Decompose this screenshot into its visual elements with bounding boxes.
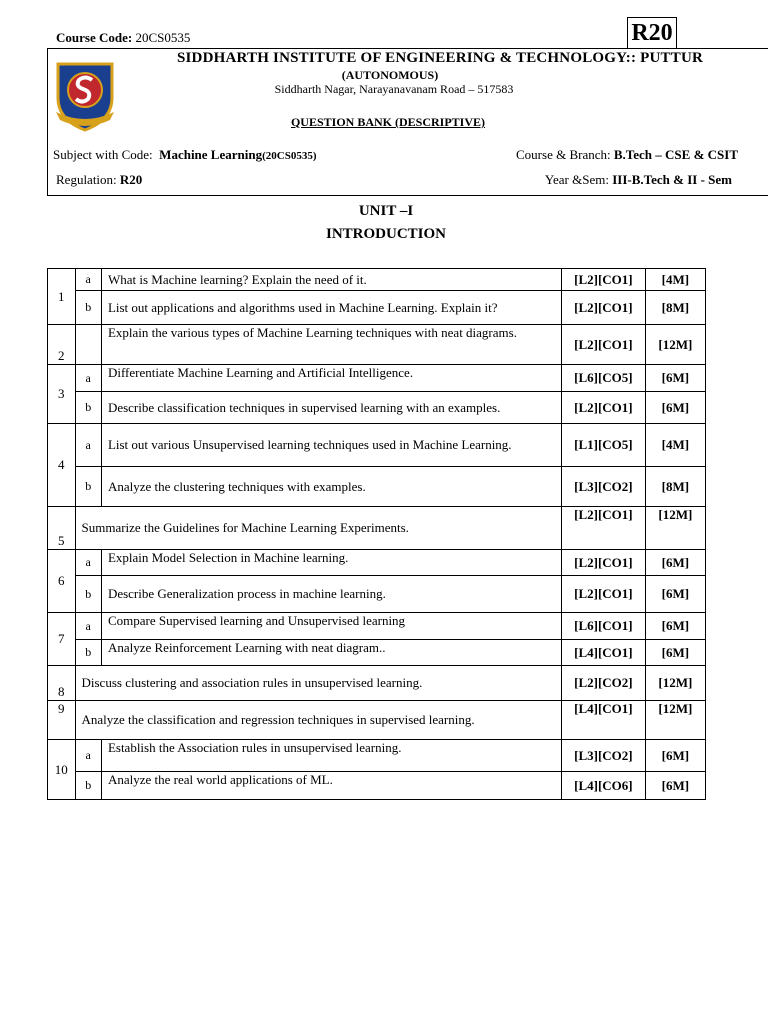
question-sub: b — [75, 772, 101, 800]
question-sub: a — [75, 365, 101, 392]
question-row — [48, 507, 706, 550]
question-sub: b — [75, 576, 101, 613]
question-level: [L2][CO1] — [562, 291, 646, 325]
question-text: Analyze the real world applications of ML. — [101, 772, 561, 800]
question-sub: b — [75, 640, 101, 666]
question-row — [48, 550, 706, 576]
autonomous-label: (AUTONOMOUS) — [341, 68, 439, 82]
regulation-info — [56, 172, 142, 188]
question-marks: [6M] — [645, 772, 705, 800]
question-level: [L6][CO5] — [562, 365, 646, 392]
question-number: 8 — [48, 666, 76, 701]
question-sub: b — [75, 392, 101, 424]
question-sub: a — [75, 740, 101, 772]
question-level: [L4][CO1] — [562, 701, 646, 740]
question-text: Analyze the classification and regression techniques in supervised learning. — [75, 701, 562, 740]
question-row — [48, 701, 706, 740]
question-number: 2 — [48, 325, 76, 365]
question-marks: [6M] — [645, 640, 705, 666]
branch-label: Course & Branch: — [516, 147, 611, 162]
subject-label: Subject with Code: — [53, 147, 153, 162]
question-level: [L2][CO2] — [562, 666, 646, 701]
question-marks: [6M] — [645, 613, 705, 640]
institute-address: Siddharth Nagar, Narayanavanam Road – 517583 — [274, 82, 514, 96]
question-number: 6 — [48, 550, 76, 613]
regulation-label: Regulation: — [56, 172, 117, 187]
question-sub: a — [75, 613, 101, 640]
question-marks: [6M] — [645, 740, 705, 772]
question-number: 5 — [48, 507, 76, 550]
question-row — [48, 666, 706, 701]
course-code — [56, 30, 190, 46]
question-level: [L3][CO2] — [562, 467, 646, 507]
question-sub: a — [75, 269, 101, 291]
question-text: Summarize the Guidelines for Machine Learning Experiments. — [75, 507, 562, 550]
question-sub — [75, 325, 101, 365]
question-marks: [8M] — [645, 467, 705, 507]
document-title: QUESTION BANK (DESCRIPTIVE) — [290, 115, 486, 129]
question-text: What is Machine learning? Explain the need of it. — [101, 269, 561, 291]
question-level: [L2][CO1] — [562, 507, 646, 550]
question-level: [L3][CO2] — [562, 740, 646, 772]
question-marks: [6M] — [645, 576, 705, 613]
question-text: Establish the Association rules in unsupervised learning. — [101, 740, 561, 772]
question-number: 10 — [48, 740, 76, 800]
question-text: List out applications and algorithms used in Machine Learning. Explain it? — [101, 291, 561, 325]
question-text: Describe classification techniques in supervised learning with an examples. — [101, 392, 561, 424]
question-text: Describe Generalization process in machine learning. — [101, 576, 561, 613]
question-text: Explain the various types of Machine Learning techniques with neat diagrams. — [101, 325, 561, 365]
question-sub: a — [75, 550, 101, 576]
question-row — [48, 291, 706, 325]
regulation-badge: R20 — [627, 17, 677, 49]
question-table — [47, 268, 706, 800]
question-marks: [12M] — [645, 701, 705, 740]
question-row — [48, 269, 706, 291]
question-number: 3 — [48, 365, 76, 424]
question-marks: [6M] — [645, 550, 705, 576]
question-number: 4 — [48, 424, 76, 507]
question-sub: b — [75, 291, 101, 325]
question-number: 1 — [48, 269, 76, 325]
question-row — [48, 640, 706, 666]
regulation-value: R20 — [119, 172, 143, 187]
unit-number: UNIT –I — [358, 203, 414, 219]
question-level: [L2][CO1] — [562, 576, 646, 613]
question-row — [48, 613, 706, 640]
question-marks: [12M] — [645, 507, 705, 550]
question-level: [L4][CO6] — [562, 772, 646, 800]
question-row — [48, 772, 706, 800]
question-text: Analyze the clustering techniques with examples. — [101, 467, 561, 507]
branch-info — [516, 147, 738, 163]
question-level: [L4][CO1] — [562, 640, 646, 666]
question-marks: [4M] — [645, 269, 705, 291]
question-row — [48, 325, 706, 365]
question-marks: [12M] — [645, 666, 705, 701]
question-number: 9 — [48, 701, 76, 740]
question-sub: a — [75, 424, 101, 467]
question-text: Analyze Reinforcement Learning with neat diagram.. — [101, 640, 561, 666]
question-text: Explain Model Selection in Machine learning. — [101, 550, 561, 576]
question-row — [48, 576, 706, 613]
question-level: [L1][CO5] — [562, 424, 646, 467]
question-text: Differentiate Machine Learning and Artificial Intelligence. — [101, 365, 561, 392]
question-text: Discuss clustering and association rules in unsupervised learning. — [75, 666, 562, 701]
subject-info — [53, 147, 316, 163]
institute-name: SIDDHARTH INSTITUTE OF ENGINEERING & TECHNOLOGY:: PUTTUR — [176, 50, 704, 66]
yearsem-value: III-B.Tech & II - Sem — [612, 172, 732, 187]
branch-value: B.Tech – CSE & CSIT — [613, 147, 738, 162]
question-level: [L2][CO1] — [562, 392, 646, 424]
question-text: List out various Unsupervised learning techniques used in Machine Learning. — [101, 424, 561, 467]
question-sub: b — [75, 467, 101, 507]
question-row — [48, 740, 706, 772]
question-row — [48, 424, 706, 467]
question-number: 7 — [48, 613, 76, 666]
unit-title: INTRODUCTION — [325, 226, 446, 242]
course-code-value: 20CS0535 — [135, 30, 191, 45]
yearsem-info — [545, 172, 732, 188]
college-logo — [52, 60, 118, 132]
question-marks: [6M] — [645, 365, 705, 392]
question-level: [L2][CO1] — [562, 269, 646, 291]
question-level: [L2][CO1] — [562, 325, 646, 365]
question-row — [48, 467, 706, 507]
question-marks: [12M] — [645, 325, 705, 365]
question-level: [L2][CO1] — [562, 550, 646, 576]
yearsem-label: Year &Sem: — [544, 172, 609, 187]
subject-name: Machine Learning — [159, 147, 263, 162]
question-marks: [4M] — [645, 424, 705, 467]
subject-code: (20CS0535) — [262, 150, 317, 162]
question-marks: [6M] — [645, 392, 705, 424]
question-row — [48, 392, 706, 424]
question-row — [48, 365, 706, 392]
question-marks: [8M] — [645, 291, 705, 325]
question-text: Compare Supervised learning and Unsupervised learning — [101, 613, 561, 640]
question-level: [L6][CO1] — [562, 613, 646, 640]
course-code-label: Course Code: — [56, 30, 133, 45]
